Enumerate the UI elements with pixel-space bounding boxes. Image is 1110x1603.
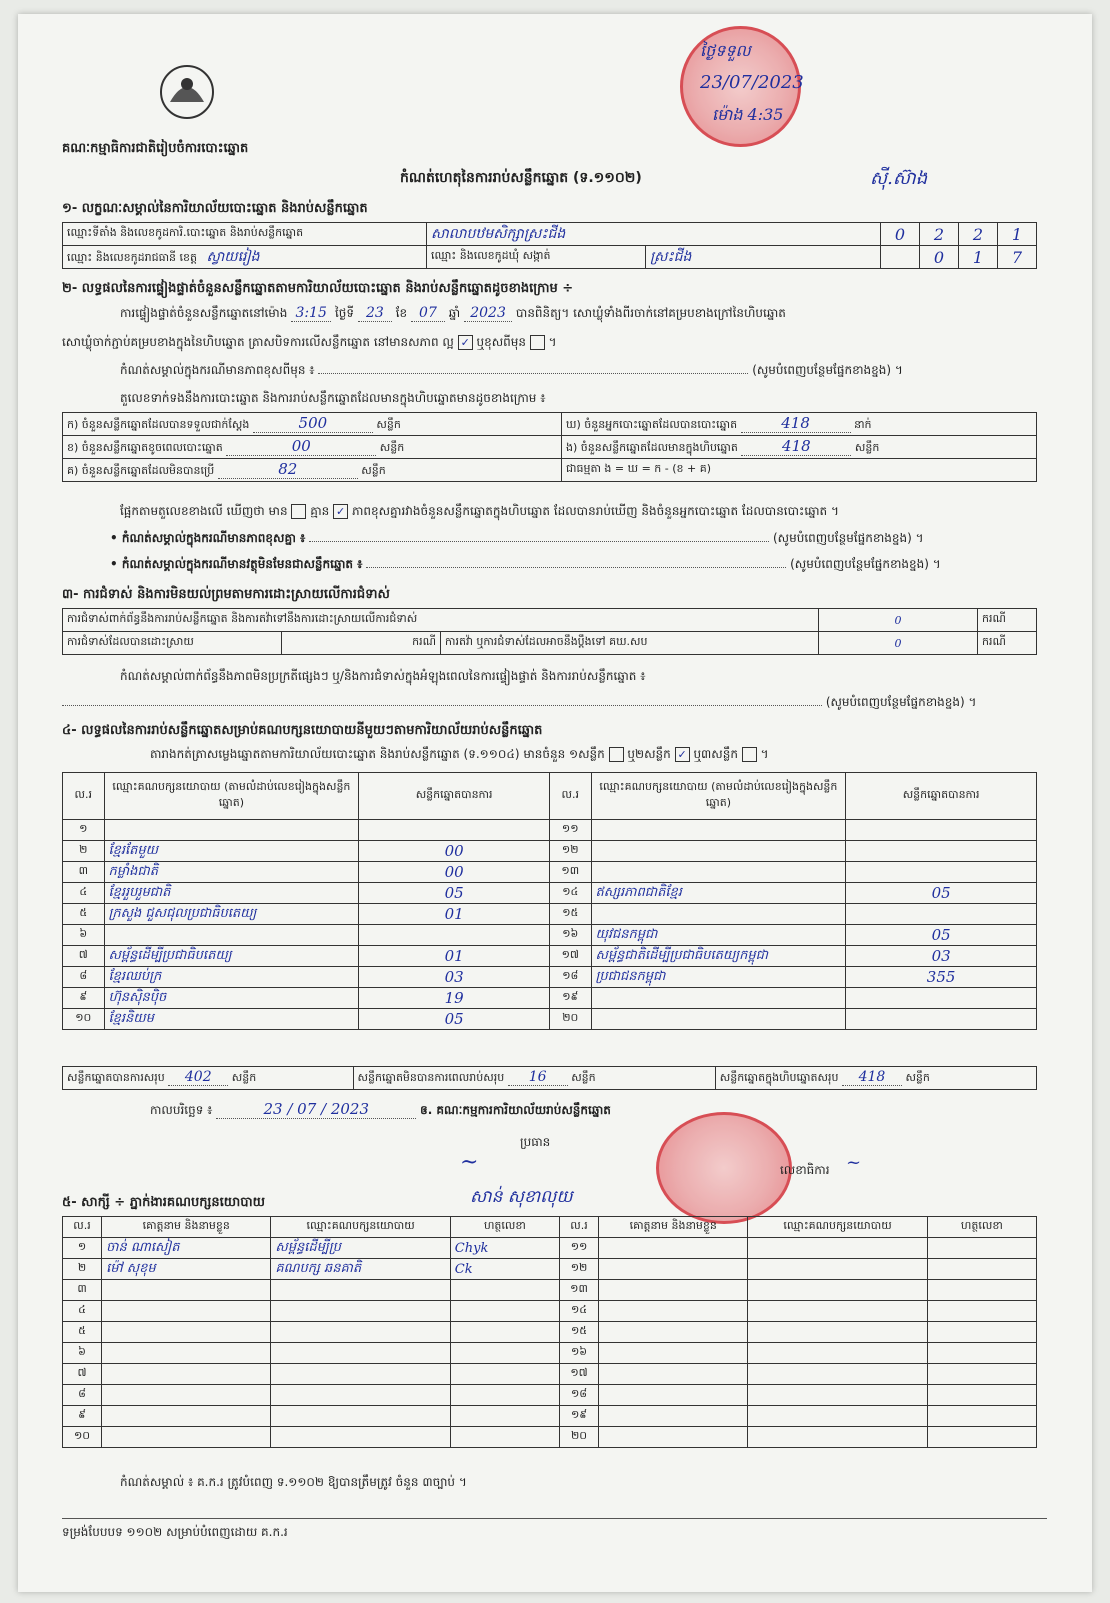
stamp-time: ម៉ោង 4:35 [712, 105, 784, 124]
witness-number: ២ [63, 1259, 102, 1280]
witness-name [102, 1406, 271, 1427]
witness-party [748, 1406, 927, 1427]
party-number: ១៩ [549, 988, 591, 1009]
commune-code-1: 0 [920, 246, 959, 269]
party-name [591, 820, 846, 841]
figures-intro: តួលេខទាក់ទងនឹងការបោះឆ្នោត និងការរាប់សន្លឹកឆ្នោតដែលមានក្នុងហិបឆ្នោតមានដូចខាងក្រោម ៖ [120, 391, 546, 405]
votes-col-no: ល.រ [63, 773, 105, 820]
witness-number: ១៥ [560, 1322, 599, 1343]
party-number: ៥ [63, 904, 105, 925]
seal-note-label: កំណត់សម្គាល់ក្នុងករណីមានភាពខុសពីមុន ៖ [120, 363, 315, 377]
witness-signature [450, 1427, 559, 1448]
witness-name: ចាន់ ណាសៀត [102, 1238, 271, 1259]
votes-row [63, 841, 1037, 862]
votes-col-no-right: ល.រ [549, 773, 591, 820]
witness-party: គណបក្ស ឆនគាតិ [271, 1259, 450, 1280]
difference-note-label: • កំណត់សម្គាល់ក្នុងករណីមានភាពខុសគ្នា ៖ [110, 531, 306, 545]
witness-number: ១ [63, 1238, 102, 1259]
witness-party [271, 1406, 450, 1427]
witness-signature [927, 1406, 1036, 1427]
total-box-unit: សន្លឹក [905, 1071, 930, 1084]
party-number: ៩ [63, 988, 105, 1009]
foreign-object-label: • កំណត់សម្គាល់ក្នុងករណីមានវត្ថុមិនមែនជាសន្លឹកឆ្នោត ៖ [110, 557, 363, 571]
witness-signature: Ck [450, 1259, 559, 1280]
witness-signature [450, 1322, 559, 1343]
total-invalid-label: សន្លឹកឆ្នោតមិនបានការពេលរាប់សរុប [357, 1071, 505, 1084]
party-number: ១១ [549, 820, 591, 841]
witness-party [748, 1427, 927, 1448]
objections-value: 0 [819, 609, 978, 632]
total-invalid-unit: សន្លឹក [571, 1071, 596, 1084]
party-votes [359, 925, 550, 946]
party-votes: 19 [359, 988, 550, 1009]
year-label: ឆ្នាំ [448, 306, 461, 320]
witness-number: ៩ [63, 1406, 102, 1427]
tally-sheets-line: តារាងកត់ត្រាសម្លេងឆ្នោតតាមការិយាល័យបោះឆ្នោត និងរាប់សន្លឹកឆ្នោត (ទ.១១០៤) មានចំនួន ១សន្លឹក ឬ២សន្លឹក ✓ ឬ៣សន្លឹក ។ [150, 747, 769, 761]
witness-name [599, 1301, 748, 1322]
president-signature: ~ [460, 1150, 479, 1175]
witness-number: ៧ [63, 1364, 102, 1385]
party-name: ប្រជាជនកម្ពុជា [591, 967, 846, 988]
witness-party [271, 1301, 450, 1322]
witness-signature [927, 1322, 1036, 1343]
party-votes [846, 820, 1037, 841]
irregularity-note: កំណត់សម្គាល់ពាក់ព័ន្ធនឹងភាពមិនប្រក្រតីផ្សេងៗ ឬ/និងការជំទាស់ក្នុងអំឡុងពេលនៃការផ្ទៀងផ្ទាត់ និងការរាប់សន្លឹកឆ្នោត ៖ [120, 669, 646, 683]
party-name [591, 1009, 846, 1030]
witness-name [599, 1406, 748, 1427]
party-number: ១៣ [549, 862, 591, 883]
witness-party [748, 1343, 927, 1364]
party-votes: 355 [846, 967, 1037, 988]
witness-number: ១៨ [560, 1385, 599, 1406]
difference-no-checkbox[interactable]: ✓ [333, 504, 348, 519]
secretary-signature: ~ [846, 1152, 862, 1173]
votes-row [63, 820, 1037, 841]
witness-name [599, 1427, 748, 1448]
witness-party [748, 1385, 927, 1406]
party-number: ១៥ [549, 904, 591, 925]
appeal-label: ការតវ៉ា ឬការជំទាស់ដែលអាចនឹងប្តឹងទៅ គឃ.សប [441, 632, 819, 655]
party-votes: 03 [359, 967, 550, 988]
spoiled-value: 00 [226, 437, 376, 456]
station-label: ឈ្មោះទីតាំង និងលេខកូដការិ.បោះឆ្នោត និងរាប់សន្លឹកឆ្នោត [63, 223, 427, 246]
witness-name [599, 1238, 748, 1259]
witness-signature [450, 1385, 559, 1406]
party-votes [846, 862, 1037, 883]
witness-name [599, 1322, 748, 1343]
witness-party [271, 1385, 450, 1406]
verification-line [120, 305, 1050, 323]
party-number: ៨ [63, 967, 105, 988]
difference-note: • កំណត់សម្គាល់ក្នុងករណីមានភាពខុសគ្នា ៖ (សូមបំពេញបន្ថែមផ្នែកខាងខ្នង) ។ [110, 531, 924, 545]
spoiled-label: ខ) ចំនួនសន្លឹកឆ្នោតខូចពេលបោះឆ្នោត [67, 441, 223, 454]
province-value: ស្វាយរៀង [206, 248, 260, 265]
inbox-value: 418 [741, 437, 851, 456]
witness-party [271, 1364, 450, 1385]
witness-party [748, 1280, 927, 1301]
inbox-unit: សន្លឹក [854, 441, 880, 454]
spoiled-unit: សន្លឹក [379, 441, 405, 454]
seal-notok-label: ឬខុសពីមុន [476, 335, 527, 349]
sheets-3-checkbox[interactable] [742, 747, 757, 762]
witness-party [748, 1364, 927, 1385]
witness-number: ៣ [63, 1280, 102, 1301]
witness-row [63, 1322, 1037, 1343]
party-votes: 05 [846, 883, 1037, 904]
witness-name [102, 1280, 271, 1301]
secretary-label: លេខាធិការ [780, 1163, 830, 1177]
total-box-value: 418 [842, 1069, 902, 1086]
total-invalid-value: 16 [508, 1069, 568, 1086]
party-votes [846, 904, 1037, 925]
sheets-2-label: ឬ២សន្លឹក [627, 747, 671, 761]
committee-stamp [656, 1112, 792, 1224]
party-votes: 01 [359, 904, 550, 925]
date-value: 23 / 07 / 2023 [216, 1100, 416, 1119]
witness-col-no: ល.រ [63, 1217, 102, 1238]
witness-signature [927, 1259, 1036, 1280]
verification-month: 07 [411, 305, 445, 322]
witness-signature [927, 1385, 1036, 1406]
party-name [591, 841, 846, 862]
section1-table [62, 222, 1037, 269]
party-name: ខ្មែរឈប់ក្រ [104, 967, 359, 988]
witness-number: ១៤ [560, 1301, 599, 1322]
seal-notok-checkbox[interactable] [530, 335, 545, 350]
footer-form: ទម្រង់បែបបទ ១១០២ សម្រាប់បំពេញដោយ គ.ក.រ [62, 1525, 288, 1539]
party-name: សម្ព័ន្ធជាតិដើម្បីប្រជាធិបតេយ្យកម្ពុជា [591, 946, 846, 967]
witness-signature: Chyk [450, 1238, 559, 1259]
witness-name [102, 1301, 271, 1322]
witness-row [63, 1301, 1037, 1322]
voted-unit: នាក់ [854, 418, 872, 431]
votes-row [63, 925, 1037, 946]
witness-col-no-right: ល.រ [560, 1217, 599, 1238]
total-valid-label: សន្លឹកឆ្នោតបានការសរុប [67, 1071, 165, 1084]
party-number: ៦ [63, 925, 105, 946]
party-number: ២០ [549, 1009, 591, 1030]
witness-row [63, 1280, 1037, 1301]
witness-signature [927, 1280, 1036, 1301]
witness-name: ម៉ៅ សុខុម [102, 1259, 271, 1280]
month-label: ខែ [395, 306, 408, 320]
commune-value: ស្រះជីង [646, 246, 881, 269]
party-name [104, 925, 359, 946]
total-box-label: សន្លឹកឆ្នោតក្នុងហិបឆ្នោតសរុប [719, 1071, 839, 1084]
objections-label: ការជំទាស់ពាក់ព័ន្ធនឹងការរាប់សន្លឹកឆ្នោត និងការតវ៉ាទៅនឹងការដោះស្រាយលើការជំទាស់ [63, 609, 819, 632]
witness-row [63, 1259, 1037, 1280]
witness-signature [927, 1427, 1036, 1448]
witness-party: សម្ព័ន្ធដើម្បីប្រ [271, 1238, 450, 1259]
witness-party [271, 1427, 450, 1448]
total-valid-value: 402 [168, 1069, 228, 1086]
witness-number: ១០ [63, 1427, 102, 1448]
party-votes: 05 [359, 1009, 550, 1030]
party-number: ១ [63, 820, 105, 841]
party-votes: 03 [846, 946, 1037, 967]
party-votes [846, 841, 1037, 862]
party-name: ឥស្សរភាពជាតិខ្មែរ [591, 883, 846, 904]
witness-party [748, 1238, 927, 1259]
stamp-initial: ស៊ី.ស៊ាង [870, 168, 928, 189]
witness-table [62, 1216, 1037, 1448]
objections-table [62, 608, 1037, 655]
votes-row [63, 883, 1037, 904]
witness-signature [450, 1364, 559, 1385]
votes-col-party-right: ឈ្មោះគណបក្សនយោបាយ (តាមលំដាប់លេខរៀងក្នុងសន្លឹកឆ្នោត) [591, 773, 846, 820]
foreign-object-hint: (សូមបំពេញបន្ថែមផ្នែកខាងខ្នង) [790, 557, 929, 571]
witness-signature [450, 1280, 559, 1301]
station-code-3: 2 [959, 223, 998, 246]
stamp-date: 23/07/2023 [700, 72, 804, 93]
station-value: សាលាបឋមសិក្សាស្រះជីង [427, 223, 881, 246]
inbox-label: ង) ចំនួនសន្លឹកឆ្នោតដែលមានក្នុងហិបឆ្នោត [566, 441, 738, 454]
votes-row [63, 967, 1037, 988]
compare-text-b: គ្មាន [310, 504, 330, 518]
party-name [104, 820, 359, 841]
party-name: ក្រសួង ជួសជុលប្រជាធិបតេយ្យ [104, 904, 359, 925]
form-title: កំណត់ហេតុនៃការរាប់សន្លឹកឆ្នោត (ទ.១១០២) [400, 170, 642, 186]
party-number: ២ [63, 841, 105, 862]
votes-col-votes-right: សន្លឹកឆ្នោតបានការ [846, 773, 1037, 820]
party-name: សម្ព័ន្ធដើម្បីប្រជាធិបតេយ្យ [104, 946, 359, 967]
voted-value: 418 [741, 414, 851, 433]
section3-title: ៣- ការជំទាស់ និងការមិនយល់ព្រមតាមការដោះស្រាយលើការជំទាស់ [62, 587, 390, 602]
witness-signature [927, 1364, 1036, 1385]
party-number: ១៦ [549, 925, 591, 946]
date-label: កាលបរិច្ឆេទ ៖ [150, 1103, 213, 1117]
witness-party [271, 1280, 450, 1301]
seal-ok-checkbox[interactable]: ✓ [458, 335, 473, 350]
witness-col-party-right: ឈ្មោះគណបក្សនយោបាយ [748, 1217, 927, 1238]
sheets-3-label: ឬ៣សន្លឹក [693, 747, 738, 761]
party-votes [846, 1009, 1037, 1030]
witness-col-name-right: គោត្តនាម និងនាមខ្លួន [599, 1217, 748, 1238]
verification-time: 3:15 [291, 305, 331, 322]
party-votes: 05 [359, 883, 550, 904]
party-name: យុវជនកម្ពុជា [591, 925, 846, 946]
unused-unit: សន្លឹក [361, 464, 386, 477]
witness-number: ៦ [63, 1343, 102, 1364]
commune-label: ឈ្មោះ និងលេខកូដឃុំ សង្កាត់ [427, 246, 646, 269]
witness-party [748, 1301, 927, 1322]
party-name: ខ្មែរតែមួយ [104, 841, 359, 862]
witness-signature [450, 1406, 559, 1427]
witness-name [599, 1343, 748, 1364]
difference-note-hint: (សូមបំពេញបន្ថែមផ្នែកខាងខ្នង) [772, 531, 912, 545]
votes-row [63, 946, 1037, 967]
witness-number: ១៧ [560, 1364, 599, 1385]
witness-name [599, 1385, 748, 1406]
party-number: ១៤ [549, 883, 591, 904]
station-code-4: 1 [998, 223, 1037, 246]
party-number: ៣ [63, 862, 105, 883]
verification-year: 2023 [464, 305, 512, 322]
committee-name: គណៈកម្មាធិការជាតិរៀបចំការបោះឆ្នោត [62, 141, 249, 156]
province-label: ឈ្មោះ និងលេខកូដរាជធានី ខេត្ត [67, 250, 197, 264]
formula: ជាធម្មតា ង = ឃ = ក - (ខ + គ) [562, 459, 1037, 482]
party-votes [846, 988, 1037, 1009]
tally-sheets-text: តារាងកត់ត្រាសម្លេងឆ្នោតតាមការិយាល័យបោះឆ្នោត និងរាប់សន្លឹកឆ្នោត (ទ.១១០៤) មានចំនួន ១សន្លឹក [150, 747, 605, 761]
party-votes: 00 [359, 841, 550, 862]
party-name: ហ៊ុនស៊ិនប៉ិច [104, 988, 359, 1009]
received-unit: សន្លឹក [376, 418, 401, 431]
day-label: ថ្ងៃទី [335, 306, 355, 320]
compare-text-c: ភាពខុសគ្នារវាងចំនួនសន្លឹកឆ្នោតក្នុងហិបឆ្នោត ដែលបានរាប់ឃើញ និងចំនួនអ្នកបោះឆ្នោត ដែលបានបោះឆ្នោត ។ [351, 504, 839, 518]
witness-name [599, 1364, 748, 1385]
witness-row [63, 1238, 1037, 1259]
party-name: កម្លាំងជាតិ [104, 862, 359, 883]
seal-note-hint: (សូមបំពេញបន្ថែមផ្នែកខាងខ្នង) [752, 363, 892, 377]
party-number: ១០ [63, 1009, 105, 1030]
president-name: សាន់ សុខាលុយ [470, 1187, 573, 1207]
party-votes [359, 820, 550, 841]
date-line [150, 1100, 611, 1120]
resolved-unit: ករណី [282, 632, 441, 655]
witness-party [271, 1322, 450, 1343]
witness-party [748, 1322, 927, 1343]
stamp-label: ថ្ងៃទទួល [700, 41, 751, 60]
verification-text-a: ការផ្ទៀងផ្ទាត់ចំនួនសន្លឹកឆ្នោតនៅម៉ោង [120, 306, 288, 320]
footer-divider [62, 1518, 1047, 1519]
difference-yes-checkbox[interactable] [291, 504, 306, 519]
party-number: ៤ [63, 883, 105, 904]
witness-number: ១៦ [560, 1343, 599, 1364]
appeal-value: 0 [819, 632, 978, 655]
compare-text-a: ផ្អែកតាមតួលេខខាងលើ ឃើញថា មាន [120, 504, 288, 518]
party-name: ខ្មែរនិយម [104, 1009, 359, 1030]
witness-name [102, 1364, 271, 1385]
committee-line: ឲ. គណៈកម្មការការិយាល័យរាប់សន្លឹកឆ្នោត [420, 1103, 611, 1117]
witness-col-party: ឈ្មោះគណបក្សនយោបាយ [271, 1217, 450, 1238]
witness-party [748, 1259, 927, 1280]
votes-row [63, 988, 1037, 1009]
witness-number: ១២ [560, 1259, 599, 1280]
witness-name [102, 1427, 271, 1448]
party-votes: 05 [846, 925, 1037, 946]
witness-number: ២០ [560, 1427, 599, 1448]
party-name: ខ្មែររួបរួមជាតិ [104, 883, 359, 904]
station-code-1: 0 [881, 223, 920, 246]
witness-number: ៥ [63, 1322, 102, 1343]
total-valid-unit: សន្លឹក [231, 1071, 257, 1084]
party-name [591, 904, 846, 925]
witness-name [599, 1280, 748, 1301]
party-votes: 01 [359, 946, 550, 967]
votes-row [63, 1009, 1037, 1030]
party-number: ១២ [549, 841, 591, 862]
verification-text-b: បានពិនិត្យ។ សោឃ្លុំទាំងពីរចាក់នៅគម្របខាងក្រៅនៃហិបឆ្នោត [515, 306, 786, 320]
seal-text: សោឃ្លុំចាក់ភ្ជាប់គម្របខាងក្នុងនៃហិបឆ្នោត ត្រាសបិទការលើសន្លឹកឆ្នោត នៅមានសភាព [62, 335, 439, 349]
nec-logo-icon [150, 62, 224, 122]
compare-line [120, 503, 1050, 521]
unused-value: 82 [218, 460, 358, 479]
totals-table [62, 1066, 1037, 1090]
unused-label: គ) ចំនួនសន្លឹកឆ្នោតដែលមិនបានប្រើ [67, 464, 215, 477]
objections-unit: ករណី [978, 609, 1037, 632]
witness-name [599, 1259, 748, 1280]
section4-title: ៤- លទ្ធផលនៃការរាប់សន្លឹកឆ្នោតសម្រាប់គណបក្សនយោបាយនីមួយៗតាមការិយាល័យរាប់សន្លឹកឆ្នោត [62, 723, 543, 738]
witness-col-sign: ហត្ថលេខា [450, 1217, 559, 1238]
witness-signature [450, 1301, 559, 1322]
commune-code-3: 7 [998, 246, 1037, 269]
station-code-2: 2 [920, 223, 959, 246]
seal-ok-label: ល្អ [442, 335, 454, 349]
seal-line: សោឃ្លុំចាក់ភ្ជាប់គម្របខាងក្នុងនៃហិបឆ្នោត ត្រាសបិទការលើសន្លឹកឆ្នោត នៅមានសភាព ល្អ ✓ ឬខុសពីមុន ។ [62, 335, 557, 349]
voted-label: ឃ) ចំនួនអ្នកបោះឆ្នោតដែលបានបោះឆ្នោត [566, 418, 738, 431]
party-name [591, 862, 846, 883]
witness-party [271, 1343, 450, 1364]
witness-name [102, 1322, 271, 1343]
president-label: ប្រធាន [520, 1135, 551, 1149]
witness-signature [927, 1238, 1036, 1259]
irregularity-note-hint: (សូមបំពេញបន្ថែមផ្នែកខាងខ្នង) [825, 695, 965, 709]
received-value: 500 [253, 414, 373, 433]
commune-code-2: 1 [959, 246, 998, 269]
votes-col-votes: សន្លឹកឆ្នោតបានការ [359, 773, 550, 820]
witness-number: ១៣ [560, 1280, 599, 1301]
witness-row [63, 1364, 1037, 1385]
section2-title: ២- លទ្ធផលនៃការផ្ទៀងផ្ទាត់ចំនួនសន្លឹកឆ្នោតតាមការិយាល័យបោះឆ្នោត និងរាប់សន្លឹកឆ្នោតដូចខាងក្រោម ÷ [62, 281, 574, 296]
sheets-1-checkbox[interactable] [609, 747, 624, 762]
votes-table [62, 772, 1037, 1030]
section5-title: ៥- សាក្សី ÷ ភ្នាក់ងារគណបក្សនយោបាយ [62, 1195, 265, 1210]
footer-note: កំណត់សម្គាល់ ៖ គ.ក.រ ត្រូវបំពេញ ទ.១១០២ ឱ្យបានត្រឹមត្រូវ ចំនួន ៣ច្បាប់ ។ [120, 1475, 467, 1489]
seal-note-line: កំណត់សម្គាល់ក្នុងករណីមានភាពខុសពីមុន ៖ (សូមបំពេញបន្ថែមផ្នែកខាងខ្នង) ។ [120, 363, 903, 377]
resolved-label: ការជំទាស់ដែលបានដោះស្រាយ [63, 632, 282, 655]
votes-row [63, 904, 1037, 925]
witness-name [102, 1343, 271, 1364]
party-votes: 00 [359, 862, 550, 883]
witness-signature [927, 1301, 1036, 1322]
appeal-unit: ករណី [978, 632, 1037, 655]
witness-col-sign-right: ហត្ថលេខា [927, 1217, 1036, 1238]
figures-table [62, 412, 1037, 482]
witness-name [102, 1385, 271, 1406]
verification-day: 23 [358, 305, 392, 322]
votes-col-party: ឈ្មោះគណបក្សនយោបាយ (តាមលំដាប់លេខរៀងក្នុងសន្លឹកឆ្នោត) [104, 773, 359, 820]
foreign-object-note: • កំណត់សម្គាល់ក្នុងករណីមានវត្ថុមិនមែនជាសន្លឹកឆ្នោត ៖ (សូមបំពេញបន្ថែមផ្នែកខាងខ្នង) ។ [110, 557, 941, 571]
witness-row [63, 1406, 1037, 1427]
irregularity-note-line: (សូមបំពេញបន្ថែមផ្នែកខាងខ្នង) ។ [62, 694, 1037, 712]
received-label: ក) ចំនួនសន្លឹកឆ្នោតដែលបានទទួលជាក់ស្តែង [67, 418, 250, 431]
witness-col-name: គោត្តនាម និងនាមខ្លួន [102, 1217, 271, 1238]
witness-signature [450, 1343, 559, 1364]
votes-row [63, 862, 1037, 883]
party-number: ១៧ [549, 946, 591, 967]
witness-number: ៨ [63, 1385, 102, 1406]
witness-number: ៤ [63, 1301, 102, 1322]
party-name [591, 988, 846, 1009]
witness-signature [927, 1343, 1036, 1364]
witness-number: ១១ [560, 1238, 599, 1259]
witness-row [63, 1427, 1037, 1448]
witness-row [63, 1385, 1037, 1406]
witness-row [63, 1343, 1037, 1364]
section1-title: ១- លក្ខណៈសម្គាល់នៃការិយាល័យបោះឆ្នោត និងរាប់សន្លឹកឆ្នោត [62, 201, 368, 216]
party-number: ១៨ [549, 967, 591, 988]
witness-number: ១៩ [560, 1406, 599, 1427]
party-number: ៧ [63, 946, 105, 967]
sheets-2-checkbox[interactable]: ✓ [675, 747, 690, 762]
